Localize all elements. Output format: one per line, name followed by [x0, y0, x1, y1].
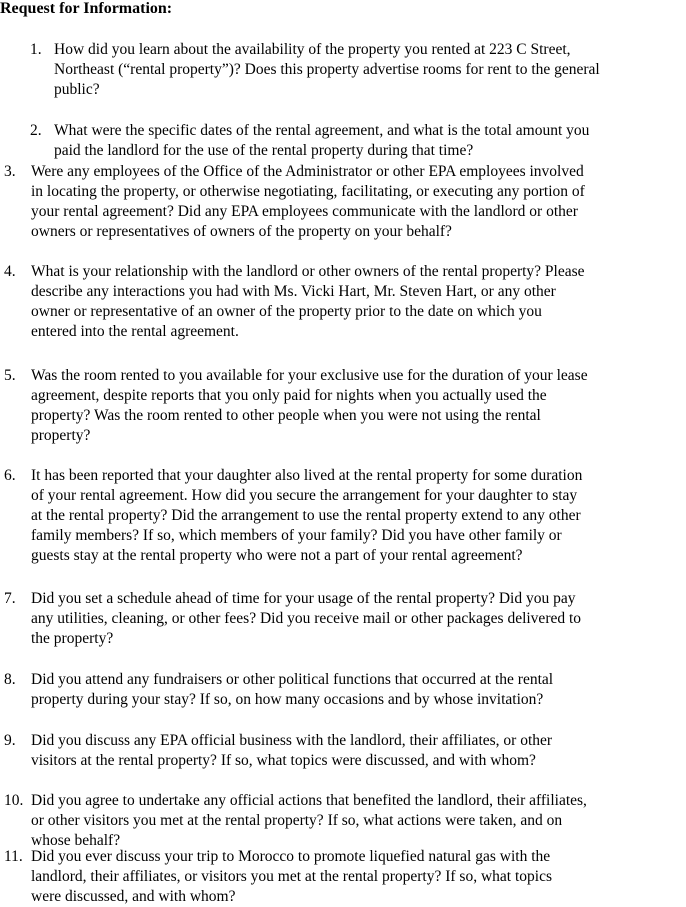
- question-line: the property?: [31, 630, 114, 647]
- question-text: [31, 791, 587, 851]
- question-line: were discussed, and with whom?: [31, 888, 236, 905]
- question-line: Northeast (“rental property”)? Does this property advertise rooms for rent to the general: [54, 61, 600, 78]
- question-text: [31, 466, 582, 566]
- question-line: at the rental property? Did the arrangement to use the rental property extend to any other: [31, 507, 581, 524]
- question-number: 10.: [4, 792, 24, 809]
- question-number: 3.: [4, 163, 16, 180]
- question-number: 7.: [4, 590, 16, 607]
- question-line: Was the room rented to you available for your exclusive use for the duration of your lease: [31, 367, 588, 384]
- question-text: [31, 670, 553, 710]
- question-number: 11.: [4, 848, 23, 865]
- question-number: 1.: [30, 41, 42, 58]
- question-line: landlord, their affiliates, or visitors you met at the rental property? If so, what topics: [31, 868, 552, 885]
- question-text: [31, 162, 585, 242]
- question-line: Did you agree to undertake any official actions that benefited the landlord, their affiliates,: [31, 792, 587, 809]
- question-line: property?: [31, 427, 91, 444]
- question-text: [54, 121, 589, 161]
- question-line: What were the specific dates of the rental agreement, and what is the total amount you: [54, 122, 590, 139]
- question-line: Did you set a schedule ahead of time for your usage of the rental property? Did you pay: [31, 590, 576, 607]
- page-heading: Request for Information:: [0, 0, 173, 17]
- question-line: property during your stay? If so, on how many occasions and by whose invitation?: [31, 691, 544, 708]
- question-line: property? Was the room rented to other people when you were not using the rental: [31, 407, 541, 424]
- question-line: owners or representatives of owners of the property on your behalf?: [31, 223, 452, 240]
- question-text: [31, 847, 552, 907]
- question-line: What is your relationship with the landlord or other owners of the rental property? Please: [31, 263, 585, 280]
- question-text: [31, 731, 552, 771]
- question-text: [31, 262, 585, 342]
- question-text: [31, 366, 588, 446]
- question-line: in locating the property, or otherwise negotiating, facilitating, or executing any portion of: [31, 183, 585, 200]
- question-line: Did you attend any fundraisers or other political functions that occurred at the rental: [31, 671, 554, 688]
- question-line: any utilities, cleaning, or other fees? Did you receive mail or other packages delivered to: [31, 610, 582, 627]
- question-line: Did you ever discuss your trip to Morocco to promote liquefied natural gas with the: [31, 848, 551, 865]
- question-line: your rental agreement? Did any EPA employees communicate with the landlord or other: [31, 203, 578, 220]
- question-line: family members? If so, which members of your family? Did you have other family or: [31, 527, 562, 544]
- question-number: 4.: [4, 263, 16, 280]
- question-line: owner or representative of an owner of the property prior to the date on which you: [31, 303, 542, 320]
- question-line: whose behalf?: [31, 832, 121, 849]
- question-number: 6.: [4, 467, 16, 484]
- question-line: agreement, despite reports that you only paid for nights when you actually used the: [31, 387, 547, 404]
- question-text: [31, 589, 581, 649]
- question-line: of your rental agreement. How did you secure the arrangement for your daughter to stay: [31, 487, 578, 504]
- question-text: [54, 40, 600, 100]
- question-line: How did you learn about the availability of the property you rented at 223 C Street,: [54, 41, 571, 58]
- question-number: 2.: [30, 122, 42, 139]
- question-line: describe any interactions you had with Ms. Vicki Hart, Mr. Steven Hart, or any other: [31, 283, 556, 300]
- question-line: Were any employees of the Office of the Administrator or other EPA employees involved: [31, 163, 584, 180]
- question-line: public?: [54, 81, 100, 98]
- question-line: paid the landlord for the use of the rental property during that time?: [54, 142, 474, 159]
- question-number: 9.: [4, 732, 16, 749]
- question-line: Did you discuss any EPA official business with the landlord, their affiliates, or other: [31, 732, 553, 749]
- question-line: It has been reported that your daughter also lived at the rental property for some duration: [31, 467, 583, 484]
- question-line: or other visitors you met at the rental property? If so, what actions were taken, and on: [31, 812, 563, 829]
- question-number: 5.: [4, 367, 16, 384]
- question-number: 8.: [4, 671, 16, 688]
- question-line: visitors at the rental property? If so, what topics were discussed, and with whom?: [31, 752, 536, 769]
- question-line: guests stay at the rental property who were not a part of your rental agreement?: [31, 547, 523, 564]
- question-line: entered into the rental agreement.: [31, 323, 239, 340]
